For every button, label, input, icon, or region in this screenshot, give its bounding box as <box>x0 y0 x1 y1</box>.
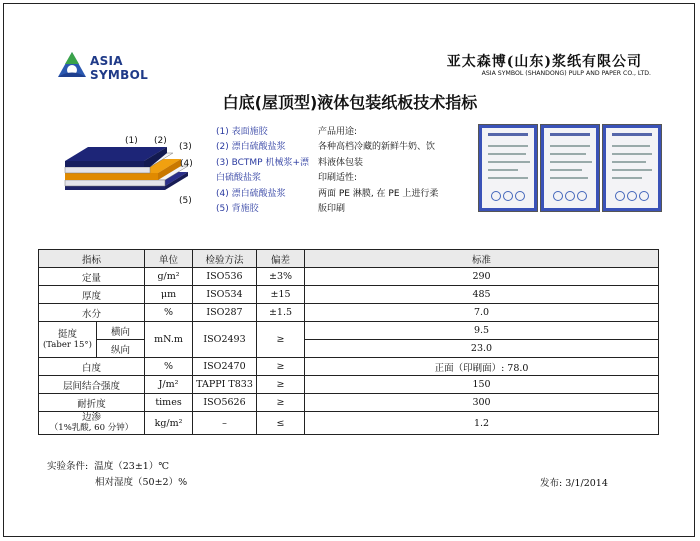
method-cell: – <box>193 412 257 435</box>
method-cell: ISO5626 <box>193 394 257 412</box>
standard-cell: 9.5 <box>305 322 659 340</box>
row-name <box>39 322 97 358</box>
deviation-cell: ±15 <box>257 286 305 304</box>
layer-item: (1) 表面施胶 <box>216 127 268 137</box>
logo-text <box>90 54 148 82</box>
direction-cell: 纵向 <box>97 340 145 358</box>
unit-cell: kg/m² <box>145 412 193 435</box>
table-row <box>39 322 659 340</box>
method-cell: ISO536 <box>193 268 257 286</box>
standard-cell: 150 <box>305 376 659 394</box>
col-header: 偏差 <box>257 250 305 268</box>
deviation-cell: ±1.5 <box>257 304 305 322</box>
usage-text <box>318 125 468 217</box>
test-conditions <box>47 459 187 491</box>
col-header: 标准 <box>305 250 659 268</box>
layer-item: (4) 漂白硫酸盐浆 <box>216 188 286 199</box>
deviation-cell: ≥ <box>257 376 305 394</box>
unit-cell: times <box>145 394 193 412</box>
method-cell: ISO287 <box>193 304 257 322</box>
unit-cell: g/m² <box>145 268 193 286</box>
logo-line-1: ASIA <box>90 54 123 68</box>
unit-cell: % <box>145 304 193 322</box>
document-title: 白底(屋顶型)液体包装纸板技术指标 <box>222 93 478 112</box>
asia-symbol-logo <box>55 50 89 80</box>
diagram-label-4: (4) <box>180 159 193 169</box>
certificate-image <box>602 124 662 212</box>
certificate-image <box>478 124 538 212</box>
usage-line: 各种高档冷藏的新鲜牛奶、饮 <box>318 142 436 153</box>
certificate-image <box>540 124 600 212</box>
layer-item: (5) 背施胶 <box>216 204 259 215</box>
deviation-cell: ≥ <box>257 394 305 412</box>
deviation-cell: ±3% <box>257 268 305 286</box>
row-name <box>39 412 145 435</box>
method-cell: ISO534 <box>193 286 257 304</box>
standard-cell: 290 <box>305 268 659 286</box>
logo-line-2: SYMBOL <box>90 68 149 82</box>
layer-diagram <box>40 128 200 208</box>
table-row <box>39 376 659 394</box>
unit-cell: μm <box>145 286 193 304</box>
row-name: 层间结合强度 <box>39 376 145 394</box>
standard-cell: 1.2 <box>305 412 659 435</box>
method-cell: ISO2493 <box>193 322 257 358</box>
row-name: 水分 <box>39 304 145 322</box>
table-header-row <box>39 250 659 268</box>
layer-list <box>216 125 316 217</box>
deviation-cell: ≥ <box>257 358 305 376</box>
company-name-en: ASIA SYMBOL (SHANDONG) PULP AND PAPER CO., LTD. <box>481 70 651 77</box>
col-header: 检验方法 <box>193 250 257 268</box>
deviation-cell: ≤ <box>257 412 305 435</box>
temperature-condition: 温度（23±1）℃ <box>94 461 169 472</box>
spec-table <box>38 249 659 435</box>
edge-wicking-name: 边渗 <box>82 412 102 423</box>
table-row <box>39 286 659 304</box>
usage-line: 印刷适性: <box>318 173 358 184</box>
standard-cell: 23.0 <box>305 340 659 358</box>
usage-line: 两面 PE 淋膜, 在 PE 上进行柔 <box>318 188 439 199</box>
publish-date: 发布: 3/1/2014 <box>540 478 608 489</box>
layer-diagram-graphic <box>40 128 200 208</box>
standard-cell: 485 <box>305 286 659 304</box>
standard-cell: 300 <box>305 394 659 412</box>
diagram-label-5: (5) <box>179 196 192 206</box>
diagram-label-2: (2) <box>154 136 167 146</box>
row-name: 定量 <box>39 268 145 286</box>
method-cell: ISO2470 <box>193 358 257 376</box>
table-row <box>39 412 659 435</box>
deviation-cell: ≥ <box>257 322 305 358</box>
col-header: 指标 <box>39 250 145 268</box>
usage-line: 料液体包装 <box>318 157 364 168</box>
edge-wicking-sub: （1%乳酸, 60 分钟） <box>49 423 134 433</box>
diagram-label-1: (1) <box>125 136 138 146</box>
stiffness-sub: (Taber 15°) <box>42 339 92 350</box>
table-row <box>39 394 659 412</box>
standard-cell: 正面（印刷面）: 78.0 <box>305 358 659 376</box>
usage-line: 产品用途: <box>318 127 358 137</box>
col-header: 单位 <box>145 250 193 268</box>
stiffness-name: 挺度 <box>57 328 77 340</box>
layer-item: 白硫酸盐浆 <box>216 173 262 184</box>
unit-cell: mN.m <box>145 322 193 358</box>
layer-item: (3) BCTMP 机械浆+漂 <box>216 157 310 168</box>
row-name: 耐折度 <box>39 394 145 412</box>
table-row <box>39 304 659 322</box>
table-row <box>39 358 659 376</box>
table-row <box>39 268 659 286</box>
usage-line: 版印刷 <box>318 204 346 215</box>
unit-cell: % <box>145 358 193 376</box>
direction-cell: 横向 <box>97 322 145 340</box>
row-name: 厚度 <box>39 286 145 304</box>
table-row <box>39 340 659 358</box>
method-cell: TAPPI T833 <box>193 376 257 394</box>
diagram-label-3: (3) <box>179 142 192 152</box>
company-name-cn: 亚太森博(山东)浆纸有限公司 <box>446 54 642 70</box>
humidity-condition: 相对湿度（50±2）% <box>95 477 188 488</box>
row-name: 白度 <box>39 358 145 376</box>
standard-cell: 7.0 <box>305 304 659 322</box>
layer-item: (2) 漂白硫酸盐浆 <box>216 142 286 153</box>
conditions-label: 实验条件: <box>47 461 89 472</box>
unit-cell: J/m² <box>145 376 193 394</box>
